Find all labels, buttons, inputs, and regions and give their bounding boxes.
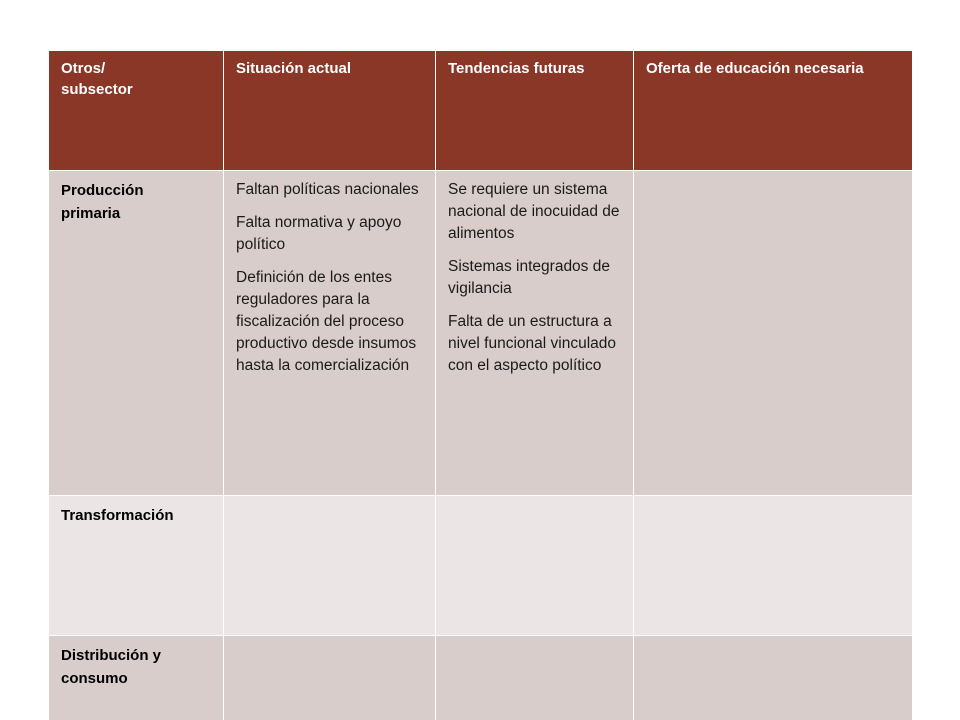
cell-tendencias-futuras — [436, 496, 634, 636]
cell-situacion-actual — [224, 496, 436, 636]
tendencia-item: Falta de un estructura a nivel funcional vinculado con el aspecto político — [448, 313, 617, 374]
table-row-transformacion — [49, 496, 913, 636]
situacion-item: Faltan políticas nacionales — [236, 181, 419, 198]
row-label-line1: Distribución y — [61, 647, 162, 664]
cell-oferta-educacion — [634, 496, 913, 636]
table-row-produccion-primaria — [49, 171, 913, 496]
situacion-item: Definición de los entes reguladores para la fiscalización del proceso productivo desde insumos hasta la comercialización — [236, 269, 417, 374]
cell-situacion-actual — [224, 636, 436, 720]
header-subsector-line1: Otros/ — [61, 60, 106, 77]
cell-oferta-educacion — [634, 171, 913, 496]
cell-oferta-educacion — [634, 636, 913, 720]
header-situacion-actual: Situación actual — [224, 51, 436, 171]
cell-tendencias-futuras — [436, 636, 634, 720]
row-label-line2: consumo — [61, 670, 128, 687]
row-label-line1: Producción — [61, 182, 144, 199]
table-row-distribucion-consumo — [49, 636, 913, 720]
subsector-table — [48, 50, 913, 720]
header-subsector — [49, 51, 224, 171]
row-label-line2: primaria — [61, 205, 121, 222]
situacion-item: Falta normativa y apoyo político — [236, 214, 402, 253]
row-label-transformacion: Transformación — [49, 496, 224, 636]
header-tendencias-futuras: Tendencias futuras — [436, 51, 634, 171]
row-label-produccion-primaria — [49, 171, 224, 496]
table-header — [49, 51, 913, 171]
table-body — [49, 171, 913, 720]
tendencia-item: Sistemas integrados de vigilancia — [448, 258, 610, 297]
row-label-distribucion-consumo — [49, 636, 224, 720]
cell-tendencias-futuras — [436, 171, 634, 496]
tendencia-item: Se requiere un sistema nacional de inocuidad de alimentos — [448, 181, 620, 242]
header-subsector-line2: subsector — [61, 81, 133, 98]
cell-situacion-actual — [224, 171, 436, 496]
header-oferta-educacion: Oferta de educación necesaria — [634, 51, 913, 171]
header-row — [49, 51, 913, 171]
